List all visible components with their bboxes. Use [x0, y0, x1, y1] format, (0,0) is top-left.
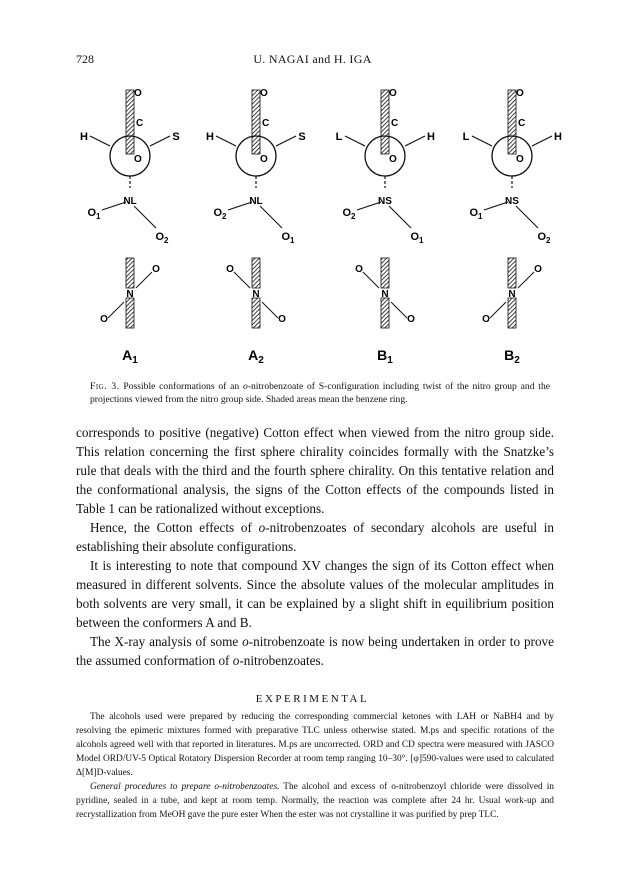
- p4-italic: o: [242, 634, 249, 649]
- projection-oxygen-1-label: O: [355, 264, 363, 275]
- benzene-ring-bar: [126, 90, 134, 154]
- paragraph-3: It is interesting to note that compound XV changes the sign of its Cotton effect when measured in different solvents. Since the absolute values of the molecular amplitudes in both solvents are very small, it can be explained by a slight shift in equilibrium position between the conformers A and B.: [76, 558, 554, 630]
- p4-text-b: -nitrobenzoate is now being undertaken in order to prove the assumed conformation of: [76, 634, 554, 668]
- body-text: [76, 423, 554, 670]
- carbon-label: C: [391, 118, 399, 129]
- conformation-diagram: [0, 80, 625, 370]
- projection-ring-bar-bottom: [508, 298, 516, 328]
- substituent-left-label: H: [80, 131, 88, 143]
- oxygen-right-label: $O_2$: [537, 231, 551, 245]
- benzene-ring-bar: [381, 90, 389, 154]
- oxygen-left-label: $O_2$: [213, 207, 227, 221]
- projection-oxygen-2-label: O: [278, 314, 286, 325]
- nitro-nitrogen-label: NS: [378, 196, 392, 207]
- projection-oxygen-2-label: O: [482, 314, 490, 325]
- bond-right: [405, 136, 425, 146]
- benzene-ring-bar: [252, 90, 260, 154]
- oxygen-right-label: $O_2$: [155, 231, 169, 245]
- projection-ring-bar-top: [126, 258, 134, 288]
- projection-ring-bar-top: [252, 258, 260, 288]
- projection-oxygen-2-label: O: [407, 314, 415, 325]
- projection-oxygen-2-label: O: [100, 314, 108, 325]
- carbon-label: C: [136, 118, 144, 129]
- carbon-label: C: [262, 118, 270, 129]
- paragraph-4: [76, 632, 554, 670]
- projection-ring-bar-top: [381, 258, 389, 288]
- paragraph-2: [76, 518, 554, 556]
- p4-italic-2: o: [232, 653, 240, 668]
- nitro-nitrogen-label: NL: [123, 196, 137, 207]
- page-number: 728: [76, 52, 94, 66]
- conformer-label: $B_1$: [377, 347, 393, 366]
- experimental-paragraph-2: [76, 780, 554, 822]
- p4-text-c: -nitrobenzoates.: [239, 653, 324, 668]
- bond-n-o-right: [134, 206, 156, 228]
- conformer-b2: [463, 88, 562, 366]
- ester-oxygen-label: O: [260, 154, 268, 165]
- substituent-left-label: L: [335, 131, 343, 143]
- oxygen-left-label: $O_2$: [342, 207, 356, 221]
- p2-text-b: -nitrobenzoates of secondary alcohols are useful in establishing their absolute configurations.: [76, 520, 554, 554]
- bond-left: [345, 136, 365, 146]
- projection-no-bond-1: [234, 272, 250, 288]
- caption-text-italic: o: [243, 381, 248, 392]
- projection-no-bond-2: [108, 302, 124, 318]
- projection-nitrogen-label: N: [126, 289, 134, 300]
- p2-italic: o: [258, 520, 266, 535]
- substituent-right-label: H: [427, 131, 435, 143]
- bond-left: [216, 136, 236, 146]
- caption-fig-label: Fig. 3.: [90, 381, 120, 392]
- conformer-label: $A_2$: [248, 347, 264, 366]
- ester-oxygen-label: O: [134, 154, 142, 165]
- carbonyl-oxygen-label: O: [260, 88, 268, 99]
- projection-ring-bar-bottom: [252, 298, 260, 328]
- conformer-a1: [80, 88, 180, 366]
- projection-ring-bar-bottom: [126, 298, 134, 328]
- bond-right: [532, 136, 552, 146]
- carbonyl-oxygen-label: O: [516, 88, 524, 99]
- p2-text-a: Hence, the Cotton effects of: [90, 520, 259, 535]
- experimental-p2-rest: The alcohol and excess of o-nitrobenzoyl chloride were dissolved in pyridine, sealed in a tube, and kept at room temp. Normally, the reaction was complete after 24 hr. Usual work-up and recrystallization from MeOH gave the pure ester When the ester was not crystalline it was purified by prep TLC.: [76, 782, 554, 820]
- substituent-right-label: S: [172, 131, 180, 143]
- carbonyl-oxygen-label: O: [134, 88, 142, 99]
- projection-oxygen-1-label: O: [152, 264, 160, 275]
- projection-no-bond-2: [262, 302, 278, 318]
- projection-oxygen-1-label: O: [226, 264, 234, 275]
- oxygen-right-label: $O_1$: [410, 231, 424, 245]
- experimental-paragraph-1: The alcohols used were prepared by reducing the corresponding commercial ketones with LAH or NaBH4 and by resolving the epimeric mixtures formed with preparative TLC unless otherwise stated. M.ps and specific rotations of the alcohols agreed well with that reported in literatures. M.ps are uncorrected. ORD and CD spectra were measured with JASCO Model ORD/UV-5 Optical Rotatory Dispersion Recorder at room temp ranging 10–30°. [φ]590-values were used to calculated Δ[M]D-values.: [76, 712, 554, 778]
- projection-no-bond-2: [391, 302, 407, 318]
- substituent-right-label: H: [554, 131, 562, 143]
- section-title-experimental: EXPERIMENTAL: [255, 693, 370, 705]
- figure-3: [0, 80, 625, 370]
- carbon-label: C: [518, 118, 526, 129]
- substituent-left-label: L: [462, 131, 470, 143]
- nitro-nitrogen-label: NS: [505, 196, 519, 207]
- benzene-ring-bar: [508, 90, 516, 154]
- substituent-right-label: S: [298, 131, 306, 143]
- bond-n-o-right: [389, 206, 411, 228]
- projection-no-bond-2: [490, 302, 506, 318]
- experimental-text: [76, 710, 554, 822]
- bond-right: [276, 136, 296, 146]
- conformer-label: $B_2$: [504, 347, 520, 366]
- carbonyl-oxygen-label: O: [389, 88, 397, 99]
- projection-oxygen-1-label: O: [534, 264, 542, 275]
- projection-no-bond-1: [136, 272, 152, 288]
- substituent-left-label: H: [206, 131, 214, 143]
- projection-nitrogen-label: N: [381, 289, 389, 300]
- caption-text-1: Possible conformations of an: [119, 381, 244, 392]
- oxygen-left-label: $O_1$: [469, 207, 483, 221]
- bond-right: [150, 136, 170, 146]
- oxygen-right-label: $O_1$: [281, 231, 295, 245]
- bond-left: [472, 136, 492, 146]
- projection-ring-bar-top: [508, 258, 516, 288]
- conformer-label: $A_1$: [122, 347, 138, 366]
- ester-oxygen-label: O: [389, 154, 397, 165]
- projection-nitrogen-label: N: [508, 289, 516, 300]
- oxygen-left-label: $O_1$: [87, 207, 101, 221]
- conformer-a2: [206, 88, 306, 366]
- bond-n-o-right: [260, 206, 282, 228]
- projection-no-bond-1: [363, 272, 379, 288]
- projection-nitrogen-label: N: [252, 289, 260, 300]
- nitro-nitrogen-label: NL: [249, 196, 263, 207]
- caption-text-2: -nitrobenzoate of S-configuration including twist of the nitro group and the projections viewed from the nitro group side. Shaded areas mean the benzene ring.: [90, 381, 550, 405]
- projection-no-bond-1: [518, 272, 534, 288]
- running-title: U. NAGAI and H. IGA: [253, 52, 372, 66]
- figure-caption: [90, 380, 550, 406]
- conformer-b1: [336, 88, 435, 366]
- ester-oxygen-label: O: [516, 154, 524, 165]
- bond-n-o-right: [516, 206, 538, 228]
- running-header: [0, 52, 625, 72]
- projection-ring-bar-bottom: [381, 298, 389, 328]
- paragraph-1: corresponds to positive (negative) Cotton effect when viewed from the nitro group side. This relation concerning the first sphere chirality coincides formally with the Snatzke’s rule that deals with the third and the fourth sphere chirality. On this tentative relation and the conformational analysis, the signs of the Cotton effects of the compounds listed in Table 1 can be rationalized without exceptions.: [76, 425, 554, 516]
- p4-text-a: The X-ray analysis of some: [90, 634, 243, 649]
- bond-left: [90, 136, 110, 146]
- experimental-p2-italic: General procedures to prepare o-nitrobenzoates.: [90, 782, 280, 792]
